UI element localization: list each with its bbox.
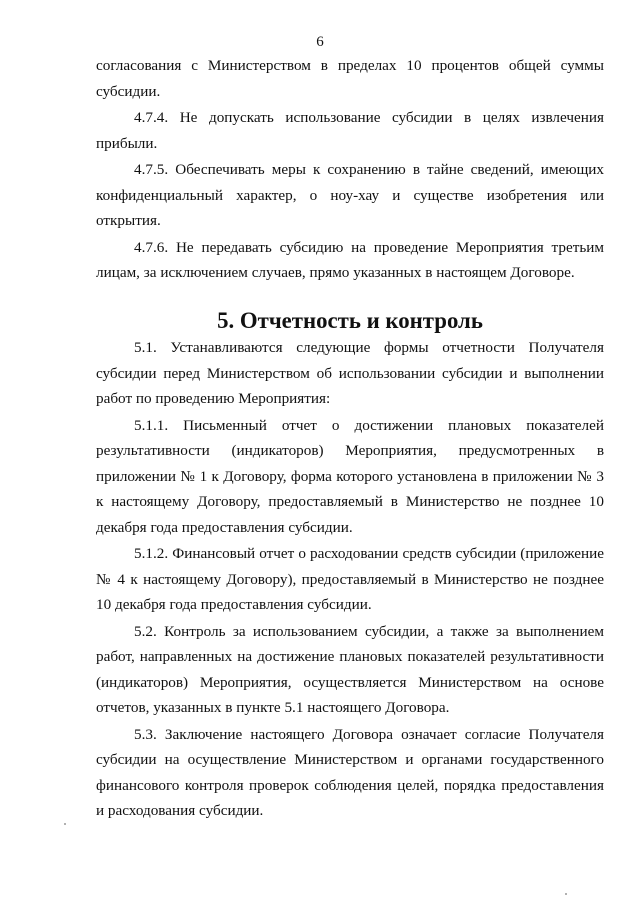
paragraph-5-2: 5.2. Контроль за использованием субсидии, а также за выполнением работ, направленных на достижение плановых показателей результативности (индикаторов) Мероприятия, осуществляется Министерством на основе отчетов, указанных в пункте 5.1 настоящего Договора. — [96, 622, 604, 716]
section-heading: 5. Отчетность и контроль — [217, 307, 483, 333]
paragraph-4-7-6: 4.7.6. Не передавать субсидию на проведение Мероприятия третьим лицам, за исключением случаев, прямо указанных в настоящем Договоре. — [96, 238, 604, 281]
page-number: 6 — [316, 34, 324, 50]
scan-speck — [64, 823, 66, 825]
paragraph-4-7-5: 4.7.5. Обеспечивать меры к сохранению в тайне сведений, имеющих конфиденциальный характер, о ноу-хау и существе изобретения или открытия. — [96, 161, 604, 229]
document-body — [96, 53, 604, 825]
paragraph-4-7-4: 4.7.4. Не допускать использование субсидии в целях извлечения прибыли. — [96, 109, 604, 152]
paragraph-5-1: 5.1. Устанавливаются следующие формы отчетности Получателя субсидии перед Министерством об использовании субсидии и выполнении работ по проведению Мероприятия: — [96, 339, 604, 407]
paragraph-5-1-2: 5.1.2. Финансовый отчет о расходовании средств субсидии (приложение № 4 к настоящему Договору), предоставляемый в Министерство не позднее 10 декабря года предоставления субсидии. — [96, 545, 604, 613]
paragraph-5-3: 5.3. Заключение настоящего Договора означает согласие Получателя субсидии на осуществление Министерством и органами государственного финансового контроля проверок соблюдения целей, порядка предоставления и расходования субсидии. — [96, 725, 604, 819]
scan-speck — [565, 893, 567, 895]
paragraph-5-1-1: 5.1.1. Письменный отчет о достижении плановых показателей результативности (индикаторов) Мероприятия, предусмотренных в приложении № 1 к Договору, форма которого установлена в приложении № 3 к настоящему Договору, предоставляемый в Министерство не позднее 10 декабря года предоставления субсидии. — [96, 416, 604, 536]
paragraph-continuation: согласования с Министерством в пределах 10 процентов общей суммы субсидии. — [96, 57, 604, 100]
